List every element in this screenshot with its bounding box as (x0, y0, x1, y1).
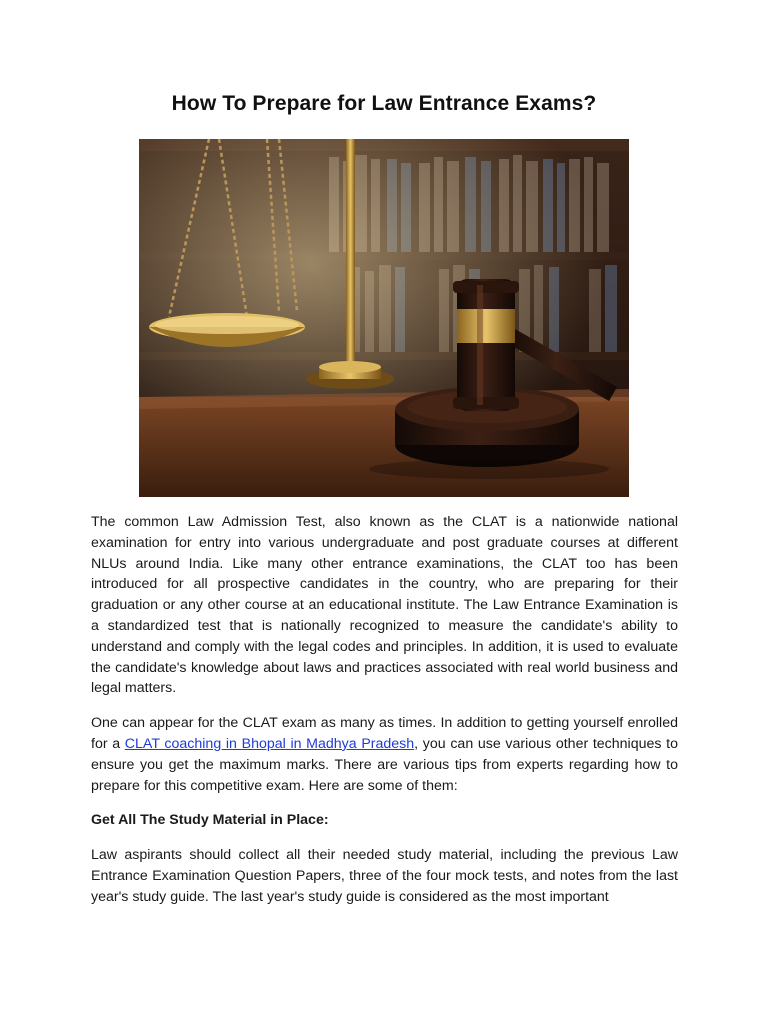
paragraph-coaching-text-2: , you can use various other techniques to ensure you get the maximum marks. There are various tips from experts regarding how to prepare for this competitive exam. Here are some of them: (91, 735, 678, 794)
scales-and-gavel-illustration (139, 139, 629, 497)
hero-image (139, 139, 629, 497)
article-body (91, 512, 678, 922)
paragraph-study-material: Law aspirants should collect all their needed study material, including the previous Law Entrance Examination Question Papers, three of the four mock tests, and notes from the last year's study guide. The last year's study guide is considered as the most important (91, 847, 678, 905)
paragraph-intro: The common Law Admission Test, also known as the CLAT is a nationwide national examination for entry into various undergraduate and post graduate courses at different NLUs around India. Like many other entrance examinations, the CLAT too has been introduced for all prospective candidates in the country, who are preparing for their graduation or any other course at an educational institute. The Law Entrance Examination is a standardized test that is nationally recognized to measure the candidate's ability to understand and comply with the legal codes and principles. In addition, it is used to evaluate the candidate's knowledge about laws and practices associated with real world business and legal matters. (91, 514, 678, 697)
coaching-link[interactable]: CLAT coaching in Bhopal in Madhya Pradesh (124, 735, 415, 752)
section-heading: Get All The Study Material in Place: (91, 812, 329, 829)
paragraph-coaching-text-1: One can appear for the CLAT exam as many as times. In addition to getting yourself enrolled for a (91, 715, 678, 752)
page-title: How To Prepare for Law Entrance Exams? (171, 92, 597, 115)
paragraph-coaching (91, 713, 678, 796)
